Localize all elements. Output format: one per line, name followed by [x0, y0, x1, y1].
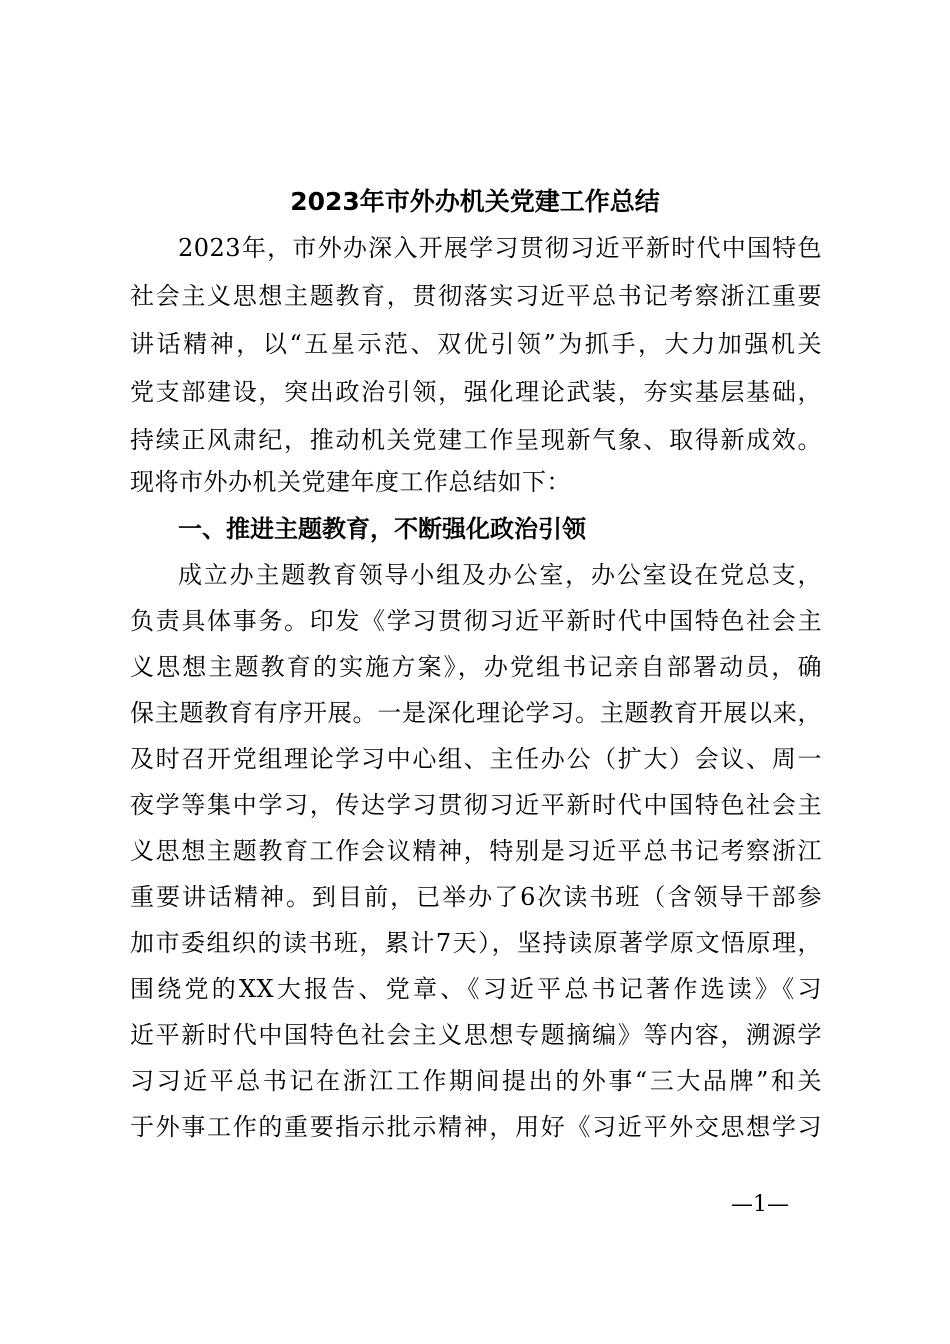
section1-line-4: 保主题教育有序开展。一是深化理论学习。主题教育开展以来，: [130, 699, 822, 727]
document-title: 2023年市外办机关党建工作总结: [290, 187, 660, 216]
section1-line-2: 负责具体事务。印发《学习贯彻习近平新时代中国特色社会主: [130, 607, 822, 635]
intro-line-1: 2023年，市外办深入开展学习贯彻习近平新时代中国特色: [178, 234, 822, 262]
intro-line-2: 社会主义思想主题教育，贯彻落实习近平总书记考察浙江重要: [130, 282, 822, 310]
intro-line-6: 现将市外办机关党建年度工作总结如下：: [130, 468, 571, 496]
page-number: —1—: [731, 1192, 789, 1217]
section1-line-3: 义思想主题教育的实施方案》，办党组书记亲自部署动员，确: [130, 653, 822, 681]
intro-line-3: 讲话精神，以“五星示范、双优引领”为抓手，大力加强机关: [130, 330, 822, 358]
section1-line-1: 成立办主题教育领导小组及办公室，办公室设在党总支，: [178, 561, 822, 589]
section1-line-5: 及时召开党组理论学习中心组、主任办公（扩大）会议、周一: [130, 745, 822, 773]
section1-line-8: 重要讲话精神。到目前，已举办了6次读书班（含领导干部参: [130, 883, 822, 911]
section1-line-6: 夜学等集中学习，传达学习贯彻习近平新时代中国特色社会主: [130, 791, 822, 819]
intro-line-4: 党支部建设，突出政治引领，强化理论武装，夯实基层基础，: [130, 378, 822, 406]
section1-line-10: 围绕党的XX大报告、党章、《习近平总书记著作选读》《习: [130, 975, 822, 1003]
section-heading-1: 一、推进主题教育，不断强化政治引领: [178, 515, 586, 543]
section1-line-13: 于外事工作的重要指示批示精神，用好《习近平外交思想学习: [130, 1113, 822, 1141]
section1-line-12: 习习近平总书记在浙江工作期间提出的外事“三大品牌”和关: [130, 1067, 822, 1095]
section1-line-9: 加市委组织的读书班，累计7天），坚持读原著学原文悟原理，: [130, 929, 822, 957]
section1-line-11: 近平新时代中国特色社会主义思想专题摘编》等内容，溯源学: [130, 1021, 822, 1049]
section1-line-7: 义思想主题教育工作会议精神，特别是习近平总书记考察浙江: [130, 837, 822, 865]
intro-line-5: 持续正风肃纪，推动机关党建工作呈现新气象、取得新成效。: [130, 426, 822, 454]
